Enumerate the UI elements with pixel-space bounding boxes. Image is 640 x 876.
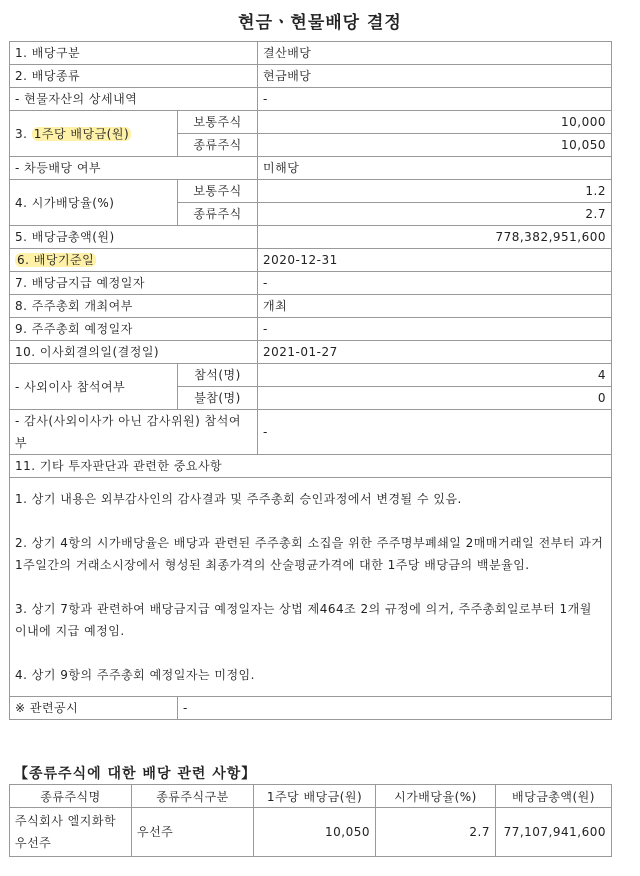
row-value: - (178, 697, 612, 720)
row-value: 2020-12-31 (258, 249, 612, 272)
row-label: - 현물자산의 상세내역 (10, 88, 258, 111)
section-title: 【종류주식에 대한 배당 관련 사항】 (14, 766, 257, 782)
row-label: 10. 이사회결의일(결정일) (10, 341, 258, 364)
row-label: - 사외이사 참석여부 (10, 364, 178, 410)
highlighted-label: 1주당 배당금(원) (33, 126, 130, 141)
table-row (10, 180, 612, 203)
row-label: 8. 주주총회 개최여부 (10, 295, 258, 318)
table-row (10, 478, 612, 697)
row-label: 7. 배당금지급 예정일자 (10, 272, 258, 295)
sub-label: 종류주식 (178, 203, 258, 226)
table-row (10, 318, 612, 341)
dividend-decision-table (9, 41, 612, 720)
table-row (10, 295, 612, 318)
table-row (10, 111, 612, 134)
row-label (10, 249, 258, 272)
row-value: 0 (258, 387, 612, 410)
row-label: 2. 배당종류 (10, 65, 258, 88)
column-header: 1주당 배당금(원) (254, 785, 376, 808)
table-row (10, 157, 612, 180)
page-title: 현금ㆍ현물배당 결정 (238, 13, 402, 33)
column-header: 배당금총액(원) (496, 785, 612, 808)
row-label: 1. 배당구분 (10, 42, 258, 65)
row-label-prefix: 3. (15, 126, 32, 141)
row-label: - 감사(사외이사가 아닌 감사위원) 참석여부 (10, 410, 258, 455)
row-label: 9. 주주총회 예정일자 (10, 318, 258, 341)
row-label: ※ 관련공시 (10, 697, 178, 720)
row-label (10, 111, 178, 157)
table-row (10, 65, 612, 88)
row-value: 미해당 (258, 157, 612, 180)
row-value: 2021-01-27 (258, 341, 612, 364)
cell-yield: 2.7 (376, 808, 496, 857)
row-value: 4 (258, 364, 612, 387)
cell-category: 우선주 (132, 808, 254, 857)
note-item: 3. 상기 7항과 관련하여 배당금지급 예정일자는 상법 제464조 2의 규정에 의거, 주주총회일로부터 1개월 이내에 지급 예정임. (15, 602, 592, 638)
table-row (10, 88, 612, 111)
note-item: 2. 상기 4항의 시가배당율은 배당과 관련된 주주총회 소집을 위한 주주명부폐쇄일 2매매거래일 전부터 과거 1주일간의 거래소시장에서 형성된 최종가격의 산술평균가격에 대한 1주당 배당금의 백분율임. (15, 536, 604, 572)
preferred-dividend-table (9, 784, 612, 857)
note-item: 1. 상기 내용은 외부감사인의 감사결과 및 주주총회 승인과정에서 변경될 수 있음. (15, 492, 462, 506)
table-row (10, 341, 612, 364)
row-value: 778,382,951,600 (258, 226, 612, 249)
highlighted-label: 6. 배당기준일 (17, 253, 95, 267)
cell-name: 주식회사 엘지화학 우선주 (10, 808, 132, 857)
table-row (10, 697, 612, 720)
notes-cell (10, 478, 612, 697)
column-header: 종류주식구분 (132, 785, 254, 808)
table-row (10, 808, 612, 857)
row-value: - (258, 272, 612, 295)
row-value: 결산배당 (258, 42, 612, 65)
sub-label: 참석(명) (178, 364, 258, 387)
row-label: - 차등배당 여부 (10, 157, 258, 180)
row-value: 개최 (258, 295, 612, 318)
row-value: 10,000 (258, 111, 612, 134)
sub-label: 종류주식 (178, 134, 258, 157)
row-label: 11. 기타 투자판단과 관련한 중요사항 (10, 455, 612, 478)
cell-total: 77,107,941,600 (496, 808, 612, 857)
row-value: - (258, 88, 612, 111)
row-value: 현금배당 (258, 65, 612, 88)
sub-label: 보통주식 (178, 111, 258, 134)
row-label: 5. 배당금총액(원) (10, 226, 258, 249)
row-value: 2.7 (258, 203, 612, 226)
table-row (10, 42, 612, 65)
row-value: - (258, 410, 612, 455)
sub-label: 불참(명) (178, 387, 258, 410)
row-label: 4. 시가배당율(%) (10, 180, 178, 226)
table-header-row (10, 785, 612, 808)
table-row (10, 272, 612, 295)
row-value: - (258, 318, 612, 341)
table-row (10, 364, 612, 387)
cell-dps: 10,050 (254, 808, 376, 857)
sub-label: 보통주식 (178, 180, 258, 203)
row-value: 10,050 (258, 134, 612, 157)
column-header: 종류주식명 (10, 785, 132, 808)
column-header: 시가배당율(%) (376, 785, 496, 808)
row-value: 1.2 (258, 180, 612, 203)
table-row (10, 410, 612, 455)
table-row (10, 455, 612, 478)
table-row (10, 226, 612, 249)
table-row (10, 249, 612, 272)
note-item: 4. 상기 9항의 주주총회 예정일자는 미정임. (15, 668, 255, 682)
